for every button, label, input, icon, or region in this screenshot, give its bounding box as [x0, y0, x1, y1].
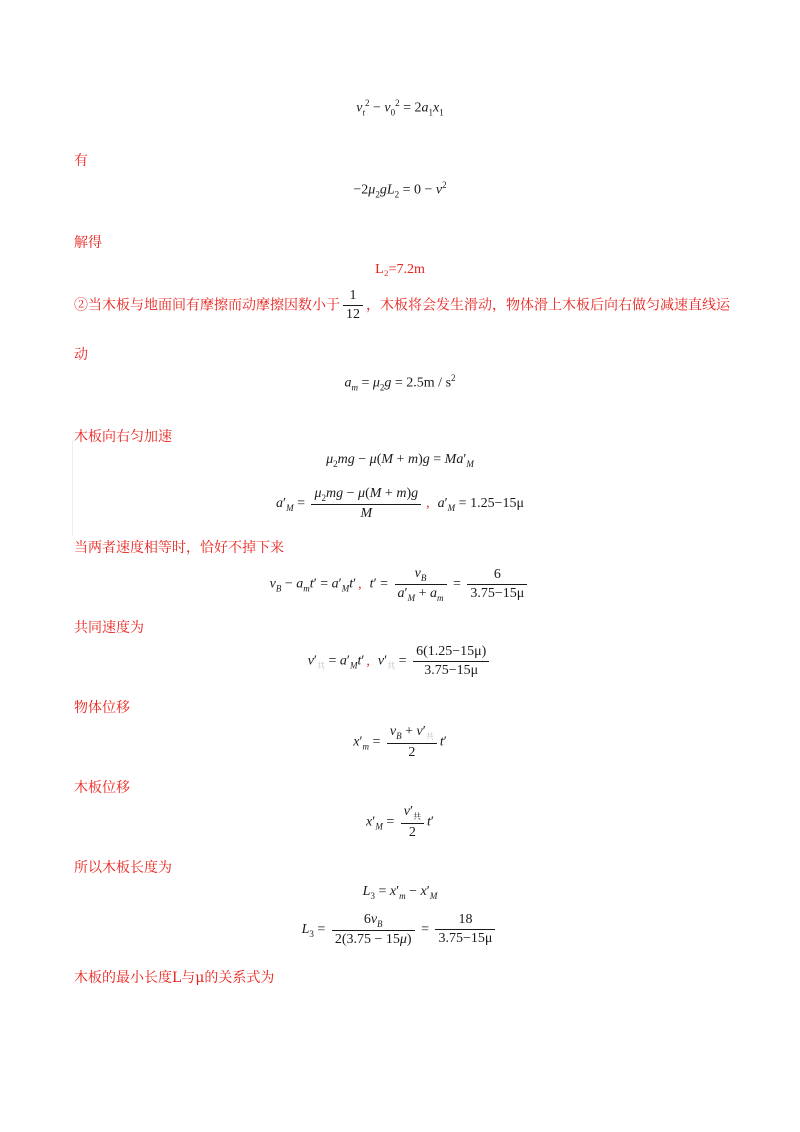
- eq11-fraction-a: $\frac{6v_B}{2(3.75 - 15\mu)}$: [332, 912, 415, 948]
- text-min-length-relation: 木板的最小长度L与μ的关系式为: [74, 970, 275, 986]
- fraction-den: 12: [346, 307, 360, 322]
- result-l2: L₂=7.2m: [375, 262, 425, 277]
- text-object-displacement: 物体位移: [74, 700, 130, 716]
- equation-friction-distance: $-2\mu_2gL_2 = 0 - v^2$: [353, 180, 447, 200]
- case-two-suffix: ，木板将会发生滑动，物体滑上木板后向右做匀减速直线运: [366, 297, 730, 314]
- text-board-length: 所以木板长度为: [74, 860, 172, 876]
- eq3-value: 2.5m / s: [406, 375, 452, 391]
- equation-time: $v_B - a_mt' = a'_Mt'$ , t′ = $\frac{v_B}{a'_M + a_m}$ = $\frac{6}{3.75-15\mu}$: [0, 566, 800, 603]
- text-board-displacement: 木板位移: [74, 780, 130, 796]
- eq7-fraction: $\frac{6(1.25-15\mu)}{3.75-15\mu}$: [413, 644, 489, 679]
- eq5-value: 1.25−15μ: [470, 496, 524, 512]
- eq5-fraction: $\frac{\mu_2mg - \mu(M + m)g}{M}$: [311, 486, 421, 522]
- eq6-fraction-a: $\frac{v_B}{a'_M + a_m}$: [395, 566, 447, 603]
- fraction-one-twelfth: [343, 288, 363, 323]
- text-you: 有: [74, 153, 88, 169]
- equation-common-velocity: $v'_共 = a'_Mt'$ , $v'_共$ = $\frac{6(1.25-15\mu)}{3.75-15\mu}$: [0, 644, 800, 679]
- equation-length-result: $L_3$ = $\frac{6v_B}{2(3.75 - 15\mu)}$ = $\frac{18}{3.75-15\mu}$: [0, 912, 800, 948]
- equation-board-newton: $\mu_2mg - \mu(M + m)g = Ma'_M$: [326, 452, 474, 469]
- eq11-fraction-b: $\frac{18}{3.75-15\mu}$: [435, 912, 495, 947]
- text-dong: 动: [74, 347, 88, 363]
- text-solve: 解得: [74, 235, 102, 251]
- eq8-fraction: $\frac{v_B + v'_共}{2}$: [387, 724, 437, 761]
- eq6-fraction-b: $\frac{6}{3.75-15\mu}$: [467, 567, 527, 602]
- text-equal-speed: 当两者速度相等时，恰好不掉下来: [74, 540, 284, 556]
- equation-kinematics: $v_t^2 - v_0^2 = 2a_1x_1$: [356, 98, 444, 118]
- text-board-accelerates: 木板向右匀加速: [74, 429, 172, 445]
- eq9-fraction: $\frac{v'_共}{2}$: [401, 804, 424, 841]
- text-common-speed: 共同速度为: [74, 620, 144, 636]
- equation-board-accel: $a'_M$ = $\frac{\mu_2mg - \mu(M + m)g}{M}$ , $a'_M = 1.25-15\mu$: [276, 486, 524, 521]
- equation-length-difference: $L_3 = x'_m - x'_M$: [362, 884, 438, 901]
- case-two-prefix: ②当木板与地面间有摩擦而动摩擦因数小于: [74, 297, 340, 314]
- text-case-two: [74, 288, 730, 323]
- equation-board-displacement: $x'_M$ = $\frac{v'_共}{2}$ t′: [366, 804, 434, 840]
- fraction-num: 1: [343, 288, 363, 306]
- equation-object-displacement: $x'_m$ = $\frac{v_B + v'_共}{2}$ t′: [353, 724, 447, 760]
- equation-object-accel: $a_m = \mu_2g = 2.5m / s^2$: [344, 373, 456, 393]
